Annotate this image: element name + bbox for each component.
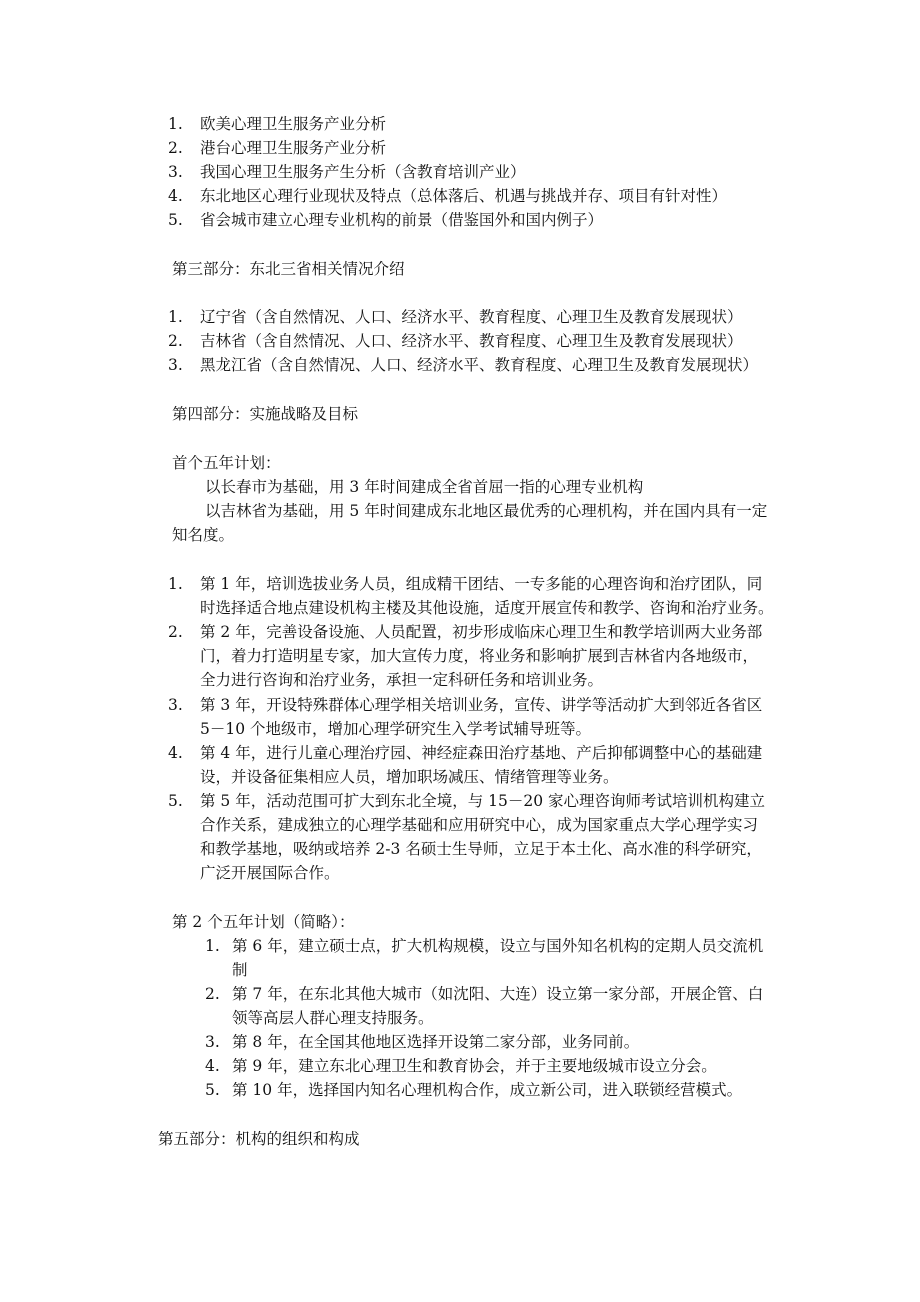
list-item-number: 5. xyxy=(168,211,183,229)
list-item: 辽宁省（含自然情况、人口、经济水平、教育程度、心理卫生及教育发展现状） xyxy=(200,308,743,326)
list-item-number: 3. xyxy=(168,696,183,714)
plan1-goal1: 以长春市为基础，用 3 年时间建成全省首屈一指的心理专业机构 xyxy=(205,478,644,496)
plan1-goal2-line2: 知名度。 xyxy=(172,526,235,544)
list-item-line: 第 2 年，完善设备设施、人员配置，初步形成临床心理卫生和教学培训两大业务部 xyxy=(200,623,763,641)
list-item-line: 第 7 年，在东北其他大城市（如沈阳、大连）设立第一家分部，开展企管、白 xyxy=(232,985,764,1003)
list-item-line: 第 4 年，进行儿童心理治疗园、神经症森田治疗基地、产后抑郁调整中心的基础建 xyxy=(200,744,763,762)
list-item-number: 2. xyxy=(168,139,183,157)
list-item-line: 广泛开展国际合作。 xyxy=(200,864,340,882)
list-item: 吉林省（含自然情况、人口、经济水平、教育程度、心理卫生及教育发展现状） xyxy=(200,332,743,350)
plan2-title: 第 2 个五年计划（简略）： xyxy=(172,913,355,931)
list-item-line: 制 xyxy=(232,961,248,979)
list-item-number: 4. xyxy=(205,1057,220,1075)
list-item-line: 第 9 年，建立东北心理卫生和教育协会，并于主要地级城市设立分会。 xyxy=(232,1057,717,1075)
list-item: 省会城市建立心理专业机构的前景（借鉴国外和国内例子） xyxy=(200,211,604,229)
list-item: 欧美心理卫生服务产业分析 xyxy=(200,115,387,133)
list-item-number: 1. xyxy=(168,115,183,133)
list-item-line: 合作关系，建成独立的心理学基础和应用研究中心，成为国家重点大学心理学实习 xyxy=(200,816,759,834)
list-item-line: 第 6 年，建立硕士点，扩大机构规模，设立与国外知名机构的定期人员交流机 xyxy=(232,937,764,955)
plan1-title: 首个五年计划： xyxy=(172,454,281,472)
list-item-line: 设，并设备征集相应人员，增加职场减压、情绪管理等业务。 xyxy=(200,768,619,786)
list-item: 港台心理卫生服务产业分析 xyxy=(200,139,387,157)
list-item-line: 领等高层人群心理支持服务。 xyxy=(232,1009,434,1027)
list-item-line: 第 1 年，培训选拔业务人员，组成精干团结、一专多能的心理咨询和治疗团队，同 xyxy=(200,575,763,593)
list-item-number: 4. xyxy=(168,187,183,205)
list-item-number: 3. xyxy=(205,1033,220,1051)
list-item-line: 5－10 个地级市，增加心理学研究生入学考试辅导班等。 xyxy=(200,720,592,738)
plan1-goal2-line1: 以吉林省为基础，用 5 年时间建成东北地区最优秀的心理机构，并在国内具有一定 xyxy=(205,502,768,520)
list-item-line: 门，着力打造明星专家，加大宣传力度，将业务和影响扩展到吉林省内各地级市， xyxy=(200,647,759,665)
list-item-line: 和教学基地，吸纳或培养 2-3 名硕士生导师，立足于本土化、高水准的科学研究， xyxy=(200,840,762,858)
list-item-number: 2. xyxy=(168,332,183,350)
part3-heading: 第三部分：东北三省相关情况介绍 xyxy=(172,260,405,278)
list-item: 东北地区心理行业现状及特点（总体落后、机遇与挑战并存、项目有针对性） xyxy=(200,187,728,205)
list-item-line: 第 10 年，选择国内知名心理机构合作，成立新公司，进入联锁经营模式。 xyxy=(232,1081,743,1099)
list-item-number: 5. xyxy=(168,792,183,810)
list-item: 我国心理卫生服务产生分析（含教育培训产业） xyxy=(200,163,526,181)
part5-heading: 第五部分：机构的组织和构成 xyxy=(158,1130,360,1148)
list-item-number: 2. xyxy=(205,985,220,1003)
list-item-number: 2. xyxy=(168,623,183,641)
list-item-number: 5. xyxy=(205,1081,220,1099)
list-item-number: 3. xyxy=(168,163,183,181)
list-item: 黑龙江省（含自然情况、人口、经济水平、教育程度、心理卫生及教育发展现状） xyxy=(200,356,759,374)
list-item-number: 1. xyxy=(168,575,183,593)
list-item-line: 时选择适合地点建设机构主楼及其他设施，适度开展宣传和教学、咨询和治疗业务。 xyxy=(200,599,774,617)
list-item-line: 第 3 年，开设特殊群体心理学相关培训业务，宣传、讲学等活动扩大到邻近各省区 xyxy=(200,696,763,714)
list-item-line: 第 5 年，活动范围可扩大到东北全境，与 15－20 家心理咨询师考试培训机构建立 xyxy=(200,792,766,810)
list-item-number: 4. xyxy=(168,744,183,762)
list-item-number: 3. xyxy=(168,356,183,374)
list-item-line: 全力进行咨询和治疗业务，承担一定科研任务和培训业务。 xyxy=(200,671,604,689)
part4-heading: 第四部分：实施战略及目标 xyxy=(172,405,359,423)
list-item-number: 1. xyxy=(168,308,183,326)
list-item-number: 1. xyxy=(205,937,220,955)
list-item-line: 第 8 年，在全国其他地区选择开设第二家分部，业务同前。 xyxy=(232,1033,640,1051)
